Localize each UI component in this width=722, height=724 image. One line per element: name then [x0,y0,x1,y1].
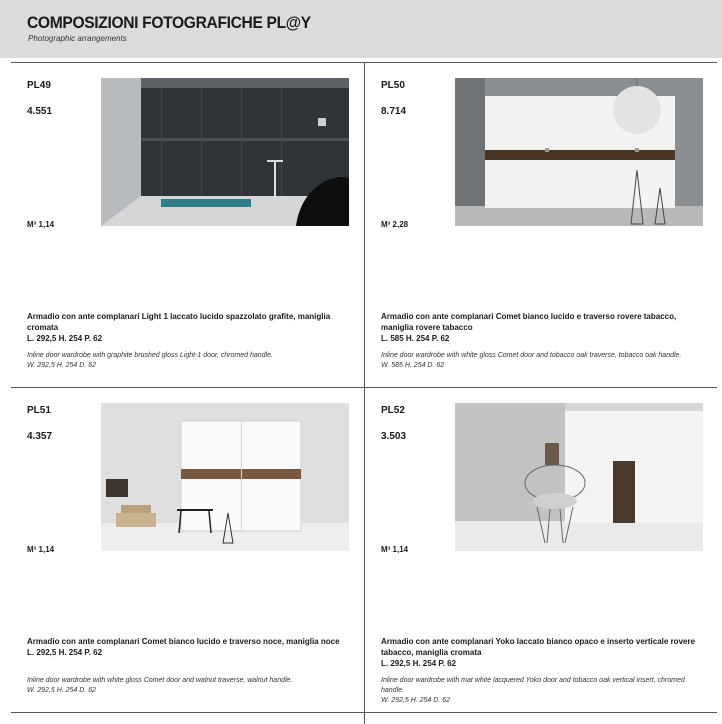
product-photo [455,403,703,551]
product-grid [11,62,717,724]
dimensions: L. 292,5 H. 254 P. 62 [27,334,103,343]
dimensions: W. 292,5 H. 254 D. 62 [381,697,450,704]
dimensions: W. 292,5 H. 254 D. 62 [27,362,96,369]
product-code: PL51 [27,405,51,416]
description-italian [381,311,703,344]
page-header [0,0,722,58]
description-italian [27,636,349,658]
description-italian [381,636,703,669]
product-price: 3.503 [381,431,407,442]
product-price: 4.551 [27,106,53,117]
product-code: PL52 [381,405,405,416]
description-text: Inline door wardrobe with graphite brushed gloss Light-1 door, chromed handle. [27,352,273,359]
product-volume: M³ 2,28 [381,220,409,229]
product-photo [455,78,703,226]
product-code: PL49 [27,80,51,91]
product-volume: M³ 1,14 [381,545,409,554]
product-card-pl50 [365,62,718,387]
product-code: PL50 [381,80,405,91]
dimensions: L. 292,5 H. 254 P. 62 [381,659,457,668]
dimensions: W. 585 H. 254 D. 62 [381,362,445,369]
description-english [27,676,349,696]
product-photo [101,78,349,226]
page-subtitle: Photographic arrangements [28,34,127,43]
description-text: Inline door wardrobe with mat white lacquered Yoko door and tobacco oak vertical insert, chromed handle. [381,677,685,694]
description-english [381,676,703,706]
description-text: Armadio con ante complanari Light 1 laccato lucido spazzolato grafite, maniglia cromata [27,312,331,332]
dimensions: W. 292,5 H. 254 D. 62 [27,687,96,694]
product-volume: M³ 1,14 [27,545,55,554]
description-text: Armadio con ante complanari Yoko laccato bianco opaco e inserto verticale rovere tabacco, maniglia cromata [381,637,696,657]
description-italian [27,311,349,344]
description-text: Inline door wardrobe with white gloss Comet door and walnut traverse, walnut handle. [27,677,293,684]
page-title: COMPOSIZIONI FOTOGRAFICHE PL@Y [27,13,311,32]
product-card-pl51 [11,387,364,712]
description-text: Armadio con ante complanari Comet bianco lucido e traverso rovere tabacco, maniglia rovere tabacco [381,312,677,332]
product-photo [101,403,349,551]
product-price: 8.714 [381,106,407,117]
product-card-pl49 [11,62,364,387]
description-english [381,351,703,371]
description-text: Armadio con ante complanari Comet bianco lucido e traverso noce, maniglia noce [27,637,340,646]
dimensions: L. 585 H. 254 P. 62 [381,334,450,343]
product-price: 4.357 [27,431,53,442]
description-english [27,351,349,371]
description-text: Inline door wardrobe with white gloss Comet door and tobacco oak traverse, tobacco oak handle. [381,352,682,359]
product-card-pl52 [365,387,718,712]
product-volume: M³ 1,14 [27,220,55,229]
dimensions: L. 292,5 H. 254 P. 62 [27,648,103,657]
